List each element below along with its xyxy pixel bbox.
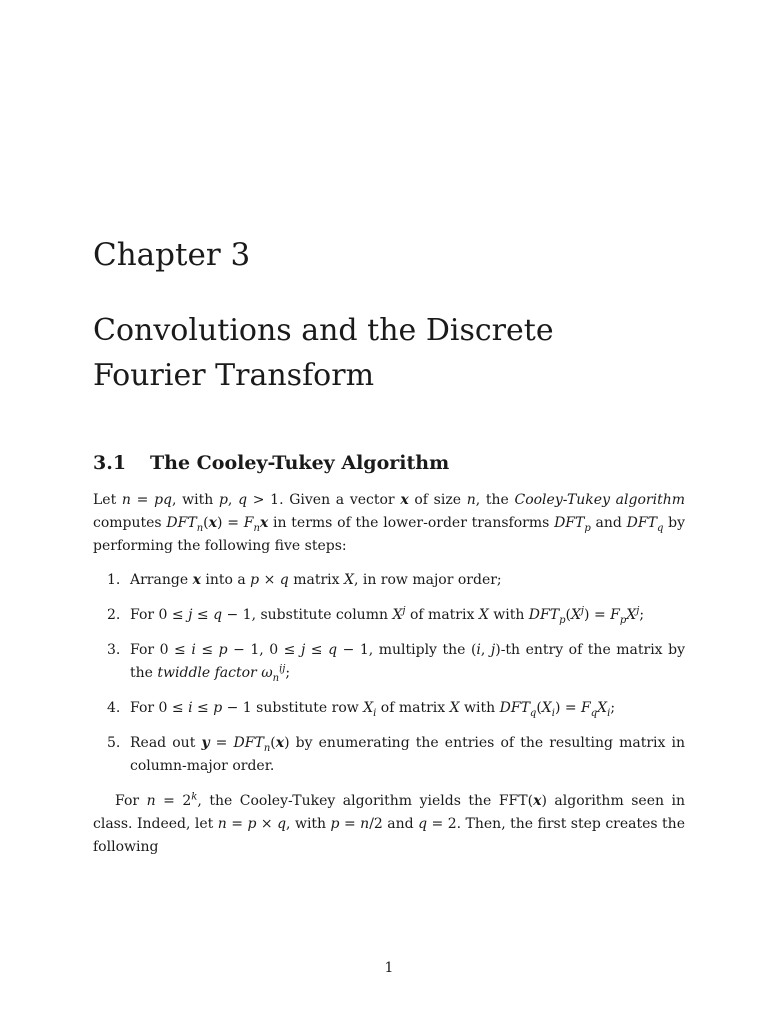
cooley-tukey-term: Cooley-Tukey algorithm xyxy=(514,492,685,508)
list-item: 5. Read out $y = DFT_n(x)$ by enumerating the entries of the resulting matrix in column-major order. xyxy=(107,735,685,774)
intro-paragraph: Let n = pq, with p, q > 1. Given a vector x of size n, the Cooley-Tukey algorithm computes $DFT_n(x) = F_nx$ in terms of the lower-order transforms $DFT_p$ and $DFT_q$ by performing the following five steps: xyxy=(93,492,685,554)
chapter-label: Chapter 3 xyxy=(93,237,251,273)
section-number: 3.1 xyxy=(93,452,127,474)
closing-paragraph: For $n = 2^k$, the Cooley-Tukey algorithm yields the FFT(x) algorithm seen in class. Indeed, let n = p × q, with p = n/2 and q = 2. Then, the first step creates the following xyxy=(93,791,686,855)
list-item: 4. For 0 ≤ i ≤ p − 1 substitute row $X_i$ of matrix X with $DFT_q(X_i) = F_qX_i$; xyxy=(107,700,616,719)
algorithm-steps xyxy=(93,569,685,778)
chapter-title xyxy=(93,308,685,398)
paper-page xyxy=(93,0,685,1024)
chapter-title-line-1: Convolutions and the Discrete xyxy=(93,313,554,348)
list-item: 3. For 0 ≤ i ≤ p − 1, 0 ≤ j ≤ q − 1, multiply the (i, j)-th entry of the matrix by the twiddle factor $\omega_n^{ij}$; xyxy=(107,642,685,684)
chapter-title-line-2: Fourier Transform xyxy=(93,358,375,393)
twiddle-factor-term: twiddle factor xyxy=(157,665,257,681)
section-heading xyxy=(93,450,449,476)
list-item: 2. For 0 ≤ j ≤ q − 1, substitute column $X^j$ of matrix X with $DFT_p(X^j) = F_pX^j$; xyxy=(107,605,645,626)
section-title: The Cooley-Tukey Algorithm xyxy=(150,452,450,474)
list-item: 1. Arrange x into a p × q matrix X, in row major order; xyxy=(107,572,502,588)
page-number: 1 xyxy=(384,960,394,976)
